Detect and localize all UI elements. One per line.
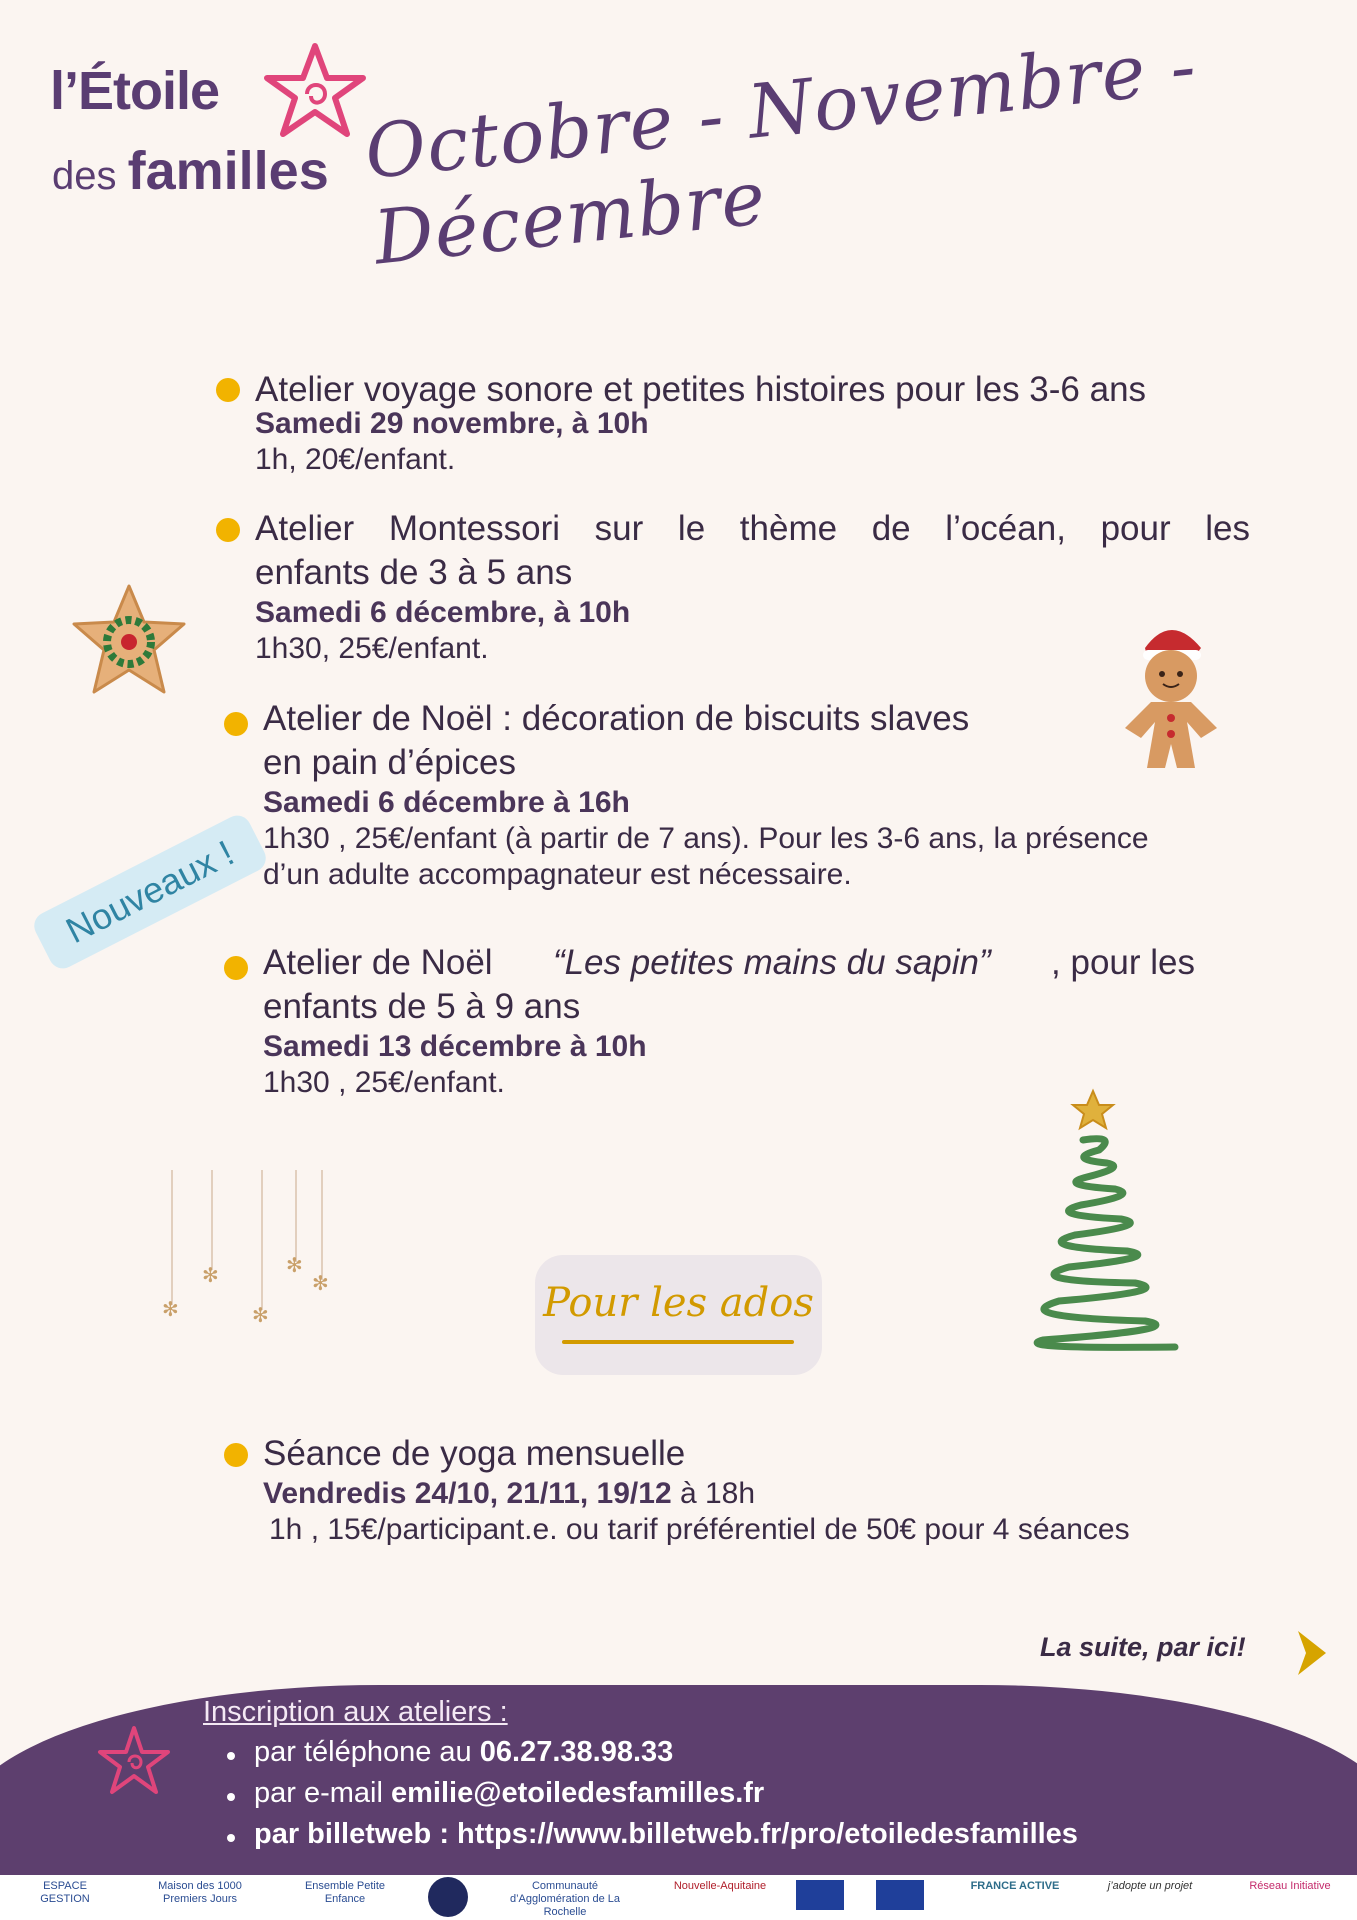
small-star-icon xyxy=(96,1724,172,1798)
list-bullet-icon xyxy=(227,1793,235,1801)
activity-info: 1h, 20€/enfant. xyxy=(255,443,456,476)
months-heading: Octobre - Novembre - Décembre xyxy=(361,23,1201,282)
activity-1 xyxy=(255,368,1255,478)
partner-logo: Nouvelle-Aquitaine xyxy=(673,1880,767,1892)
gingerbread-icon xyxy=(1115,618,1227,774)
registration-web xyxy=(254,1818,1078,1851)
web-link[interactable]: https://www.billetweb.fr/pro/etoiledesfamilles xyxy=(457,1818,1078,1850)
ados-underline xyxy=(562,1340,794,1344)
eu-flag-icon xyxy=(876,1880,924,1910)
activity-title-line1 xyxy=(263,941,1195,985)
bullet-icon xyxy=(216,518,240,542)
activity-title-line2: enfants de 3 à 5 ans xyxy=(255,553,573,592)
activity-info-line2: d’un adulte accompagnateur est nécessaire. xyxy=(263,858,852,891)
web-prefix: par billetweb : xyxy=(254,1818,458,1850)
hanging-snowflakes-icon xyxy=(150,1170,340,1335)
ados-label: Pour les ados xyxy=(543,1280,814,1326)
activity-title-suffix: , pour les xyxy=(1051,943,1195,982)
svg-text:✻: ✻ xyxy=(252,1303,269,1327)
activity-title-line2: en pain d’épices xyxy=(263,743,516,782)
activity-date: Samedi 29 novembre, à 10h xyxy=(255,407,649,440)
new-badge: Nouveaux ! xyxy=(29,811,270,973)
partner-logo: Communauté d’Agglomération de La Rochelle xyxy=(509,1880,621,1918)
partner-logo: j’adopte un projet xyxy=(1107,1880,1193,1892)
activity-info: 1h , 15€/participant.e. ou tarif préférentiel de 50€ pour 4 séances xyxy=(269,1513,1130,1546)
logo-text-line1: l’Étoile xyxy=(50,61,220,121)
bullet-icon xyxy=(224,956,248,980)
partner-logo: FRANCE ACTIVE xyxy=(970,1880,1060,1892)
activity-title: Atelier voyage sonore et petites histoires pour les 3-6 ans xyxy=(255,370,1147,409)
activity-title-italic: “Les petites mains du sapin” xyxy=(552,943,991,982)
list-bullet-icon xyxy=(227,1752,235,1760)
logo-text-des: des xyxy=(52,154,117,198)
activity-title-line2: enfants de 5 à 9 ans xyxy=(263,987,581,1026)
activity-title-prefix: Atelier de Noël xyxy=(263,943,493,982)
activity-3 xyxy=(263,697,1263,893)
phone-prefix: par téléphone au xyxy=(254,1736,480,1768)
svg-text:✻: ✻ xyxy=(286,1253,303,1277)
registration-title: Inscription aux ateliers : xyxy=(203,1696,508,1728)
svg-text:✻: ✻ xyxy=(162,1297,179,1321)
cookie-star-icon xyxy=(68,582,190,700)
partner-logo: ESPACE GESTION xyxy=(40,1880,90,1905)
activity-date: Samedi 6 décembre à 16h xyxy=(263,786,630,819)
activity-title: Séance de yoga mensuelle xyxy=(263,1434,686,1473)
email-prefix: par e-mail xyxy=(254,1777,391,1809)
activity-yoga xyxy=(263,1432,1283,1548)
activity-date xyxy=(263,1476,1283,1512)
activity-date: Samedi 6 décembre, à 10h xyxy=(255,596,631,629)
logo-text-familles: familles xyxy=(127,141,329,201)
christmas-tree-icon xyxy=(995,1085,1195,1360)
chevron-right-icon[interactable] xyxy=(1292,1627,1332,1679)
partner-logo: Maison des 1000 Premiers Jours xyxy=(158,1880,242,1905)
activity-date-bold: Vendredis 24/10, 21/11, 19/12 xyxy=(263,1477,672,1510)
activity-title-line1: Atelier Montessori sur le thème de l’océan, pour les xyxy=(255,509,1250,548)
activity-date-rest: à 18h xyxy=(671,1477,756,1510)
logo-star-icon xyxy=(255,38,375,148)
email-link[interactable]: emilie@etoiledesfamilles.fr xyxy=(391,1777,765,1809)
activity-info: 1h30 , 25€/enfant. xyxy=(263,1066,505,1099)
svg-text:✻: ✻ xyxy=(202,1263,219,1287)
bullet-icon xyxy=(224,1443,248,1467)
registration-email xyxy=(254,1777,764,1810)
list-bullet-icon xyxy=(227,1834,235,1842)
activity-date: Samedi 13 décembre à 10h xyxy=(263,1030,647,1063)
registration-phone xyxy=(254,1736,673,1769)
svg-text:✻: ✻ xyxy=(312,1271,329,1295)
phone-number[interactable]: 06.27.38.98.33 xyxy=(479,1736,674,1768)
activity-4 xyxy=(263,941,1263,1101)
bullet-icon xyxy=(224,712,248,736)
activity-info: 1h30, 25€/enfant. xyxy=(255,632,489,665)
activity-info-line1: 1h30 , 25€/enfant (à partir de 7 ans). Pour les 3-6 ans, la présence xyxy=(263,822,1149,855)
bullet-icon xyxy=(216,378,240,402)
logo-text-line2 xyxy=(52,140,329,202)
activity-title-line1: Atelier de Noël : décoration de biscuits slaves xyxy=(263,699,970,738)
emblem-icon xyxy=(428,1877,468,1917)
partner-logo: Ensemble Petite Enfance xyxy=(304,1880,386,1905)
next-page-link[interactable]: La suite, par ici! xyxy=(1040,1632,1246,1662)
partner-logo: Réseau Initiative xyxy=(1249,1880,1331,1892)
eu-flag-icon xyxy=(796,1880,844,1910)
activity-2 xyxy=(255,507,1255,667)
